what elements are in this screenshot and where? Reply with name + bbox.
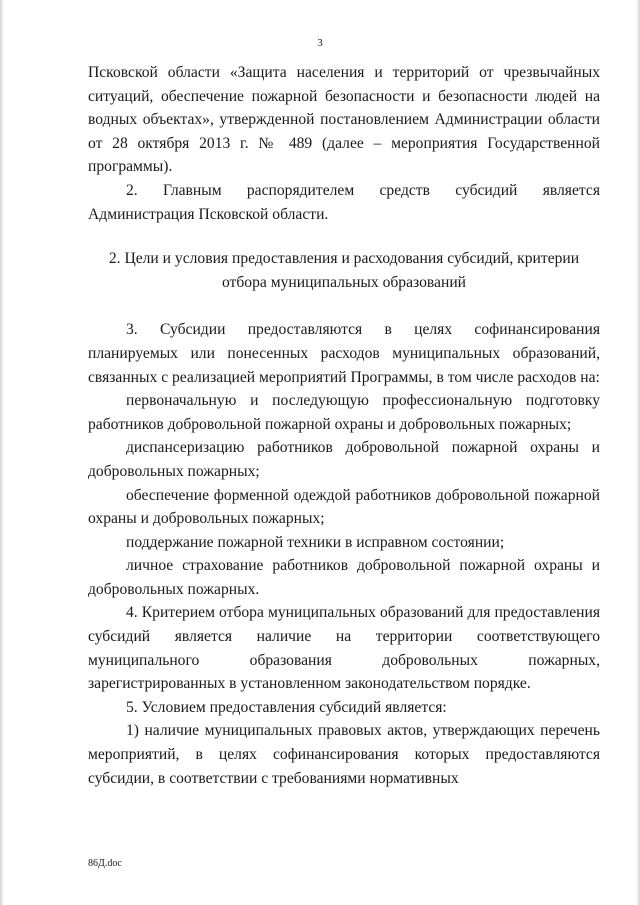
- scan-edge-right: [636, 0, 640, 905]
- scan-edge-left: [0, 0, 4, 905]
- page-number: 3: [317, 37, 323, 49]
- section-heading-line-1: 2. Цели и условия предоставления и расходования субсидий, критерии: [108, 250, 580, 268]
- paragraph-6: 1) наличие муниципальных правовых актов, утверждающих перечень мероприятий, в целях софинансирования которых предоставляются субсидии, в соответствии с требованиями нормативных: [88, 722, 600, 787]
- list-item-equipment: поддержание пожарной техники в исправном состоянии;: [126, 533, 505, 551]
- list-item-uniform: обеспечение форменной одеждой работников добровольной пожарной охраны и добровольных пожарных;: [88, 486, 600, 528]
- paragraph-continuation: Псковской области «Защита населения и территорий от чрезвычайных ситуаций, обеспечение пожарной безопасности и безопасности людей на водных объектах», утвержденной постановлением Администрации области от 28 октября 2013 г. № 489 (далее – мероприятия Государственной программы).: [88, 64, 600, 176]
- document-body: [88, 61, 600, 790]
- list-item-insurance: личное страхование работников добровольной пожарной охраны и добровольных пожарных.: [88, 557, 600, 598]
- section-heading: [88, 247, 600, 294]
- section-heading-line-2: отбора муниципальных образований: [221, 273, 467, 291]
- file-name-footer: 86Д.doc: [88, 858, 122, 869]
- paragraph-4: 4. Критерием отбора муниципальных образований для предоставления субсидий является наличие на территории соответствующего муниципального образования добровольных пожарных, зарегистрированных в установленном законодательством порядке.: [88, 604, 600, 693]
- paragraph-3: 3. Субсидии предоставляются в целях софинансирования планируемых или понесенных расходов муниципальных образований, связанных с реализацией мероприятий Программы, в том числе расходов на:: [88, 321, 600, 386]
- paragraph-2: 2. Главным распорядителем средств субсидий является Администрация Псковской области.: [88, 181, 600, 223]
- list-item-medical-exam: диспансеризацию работников добровольной пожарной охраны и добровольных пожарных;: [88, 439, 600, 480]
- list-item-training: первоначальную и последующую профессиональную подготовку работников добровольной пожарной охраны и добровольных пожарных;: [88, 392, 600, 433]
- paragraph-5: 5. Условием предоставления субсидий является:: [126, 698, 447, 716]
